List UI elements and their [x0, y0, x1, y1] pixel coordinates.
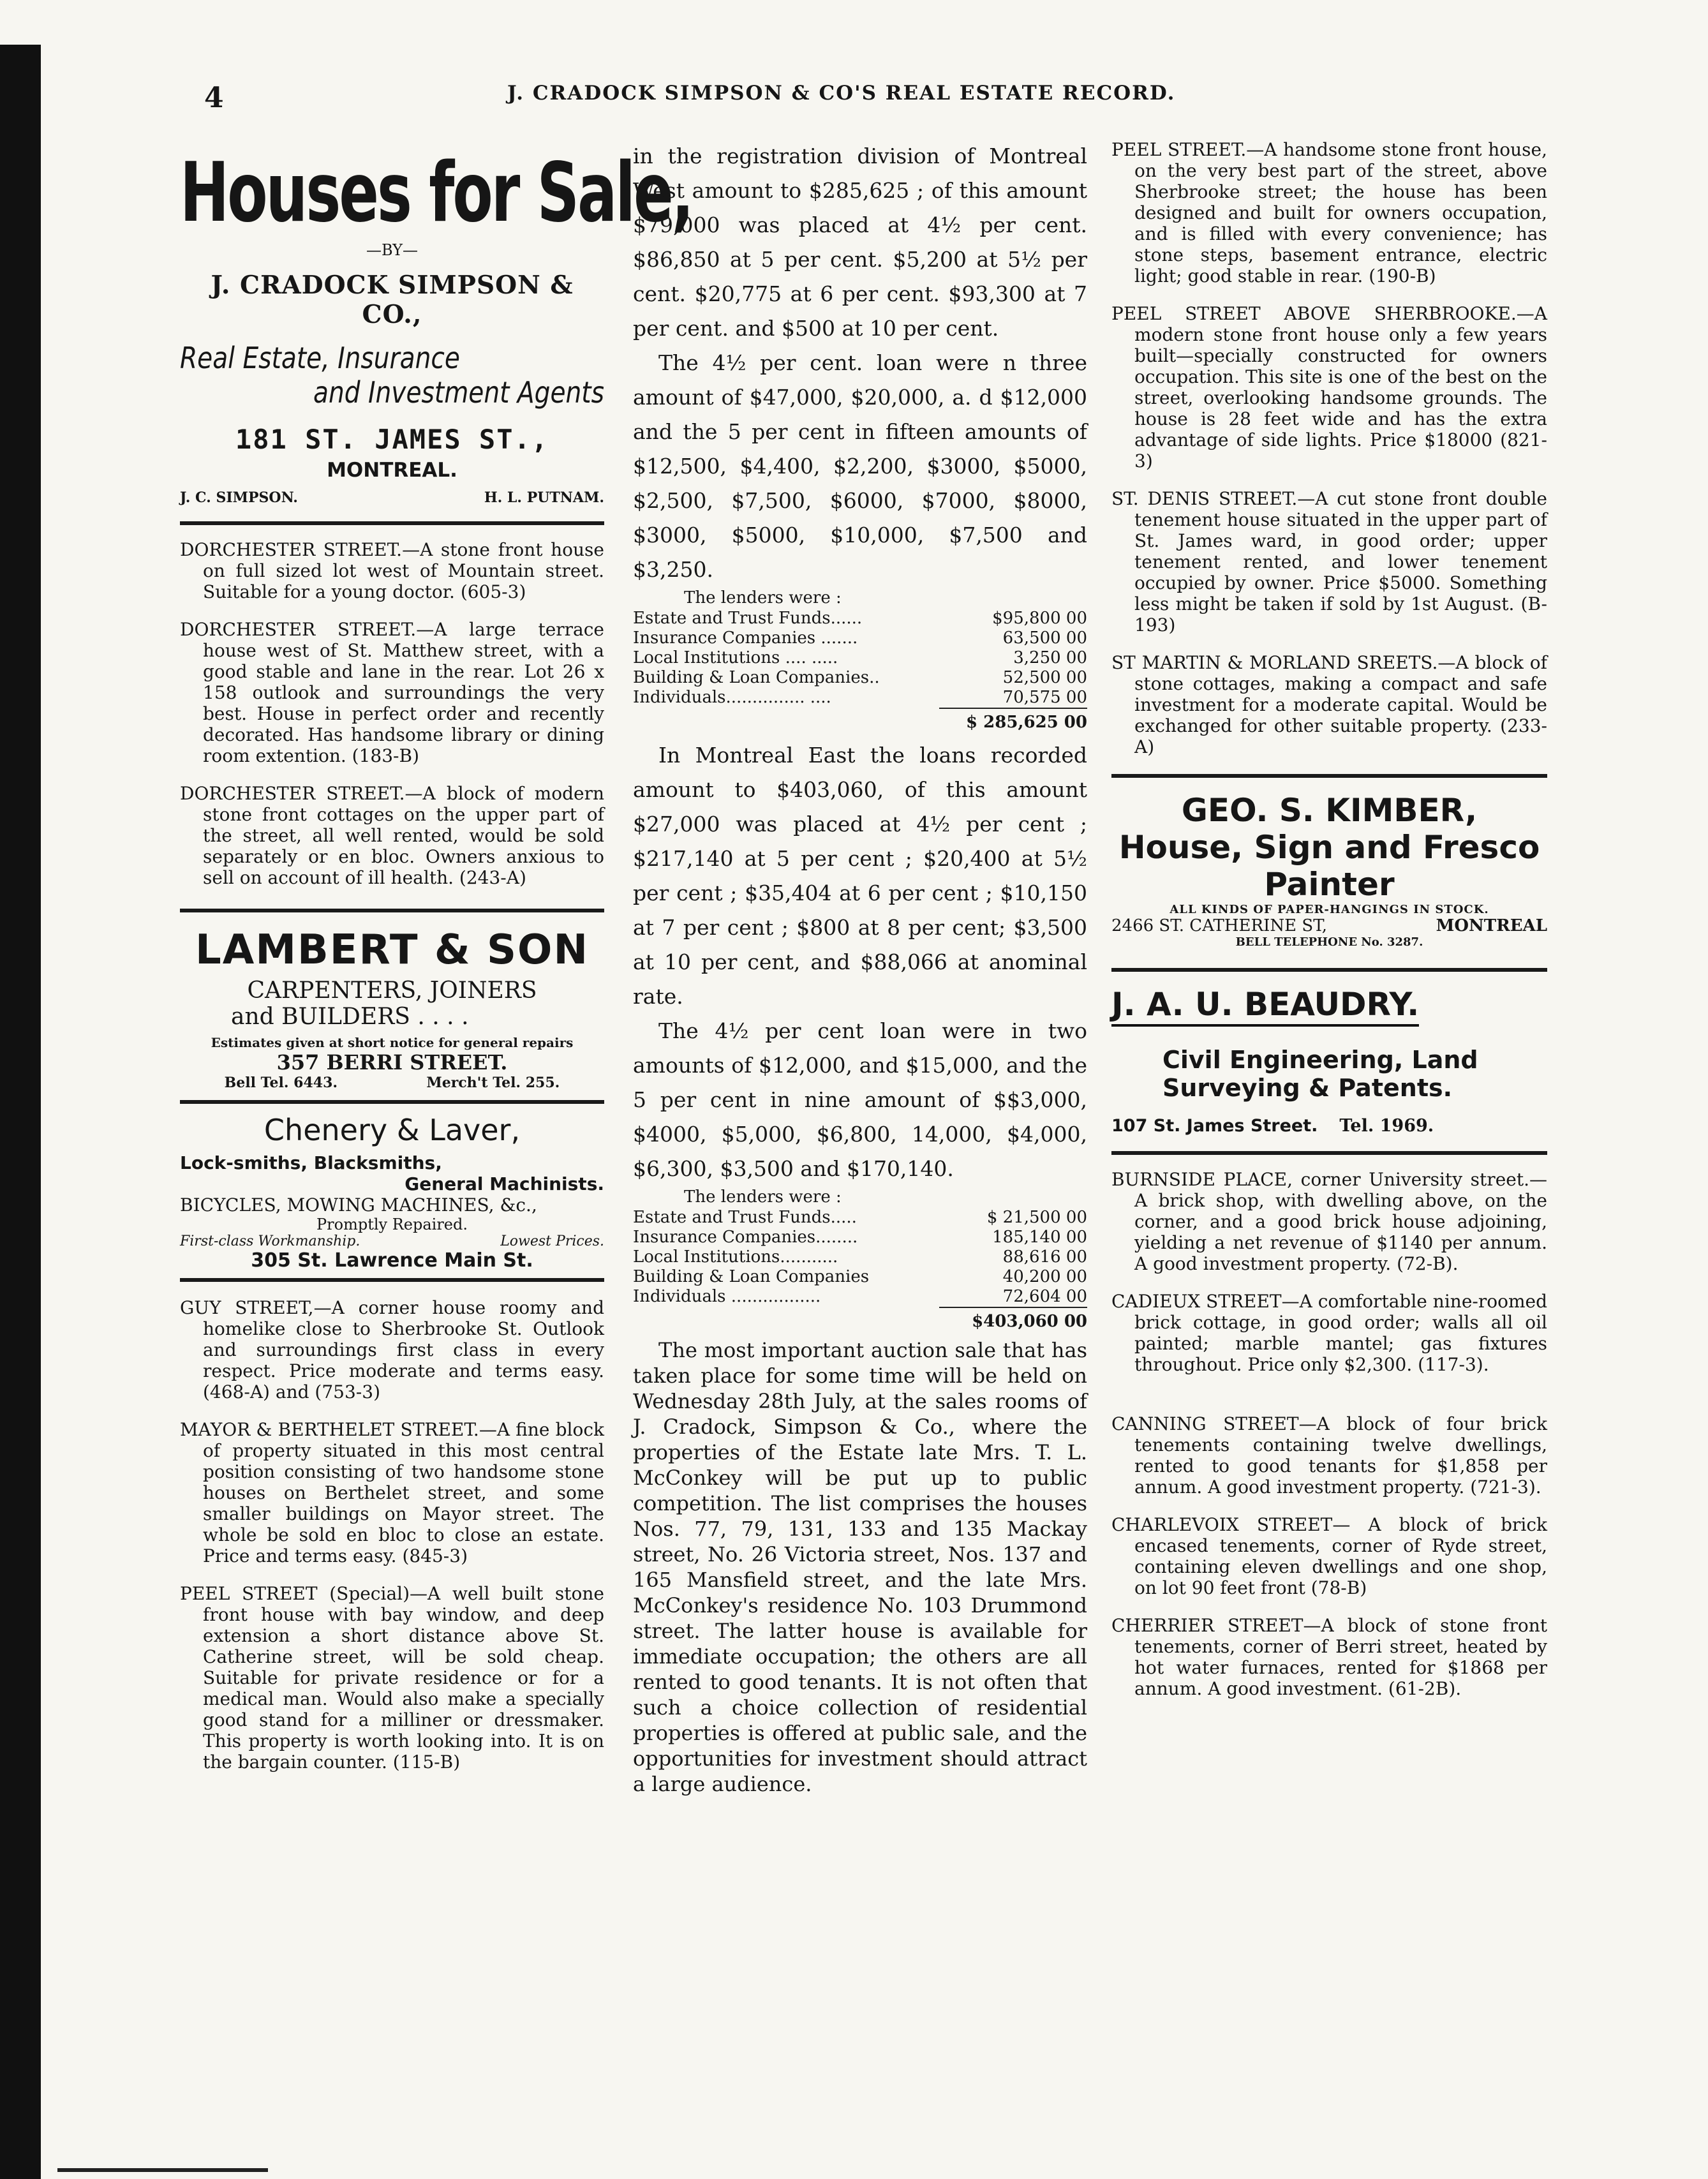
listing: PEEL STREET.—A handsome stone front house, on the very best part of the street, above Sherbrooke street; the house has been designed and built for owners occupation, and is filled with every convenience; has stone steps, basement entrance, electric light; good stable in rear. (190-B): [1111, 139, 1547, 286]
table-row: Building & Loan Companies.. 52,500 00: [633, 668, 1087, 687]
lambert-line2: and BUILDERS . . . .: [231, 1004, 469, 1030]
lambert-line1: CARPENTERS, JOINERS: [247, 978, 537, 1004]
page-number: 4: [204, 82, 225, 114]
listing: GUY STREET,—A corner house roomy and homelike close to Sherbrooke St. Outlook and surroundings first class in every respect. Price moderate and terms easy. (468-A) and (753-3): [180, 1297, 604, 1403]
table-row: Local Institutions .... ..... 3,250 00: [633, 648, 1087, 667]
masthead: [180, 145, 692, 507]
bottom-rule: [57, 2168, 268, 2172]
listing: BURNSIDE PLACE, corner University street.—A brick shop, with dwelling above, on the corner, and a good brick house adjoining, yielding a net revenue of $1140 per annum. A good investment property. (72-B).: [1111, 1169, 1547, 1274]
lambert-tel: Bell Tel. 6443. Merch't Tel. 255.: [224, 1075, 560, 1092]
chenery-address: 305 St. Lawrence Main St.: [251, 1249, 533, 1272]
chenery-line3: BICYCLES, MOWING MACHINES, &c.,: [180, 1194, 537, 1216]
kimber-line1: House, Sign and Fresco: [1118, 829, 1540, 866]
lenders-total: $403,060 00: [972, 1312, 1087, 1331]
listing: ST. DENIS STREET.—A cut stone front double tenement house situated in the upper part of St. James ward, in good order; upper tenement rented, and lower tenement occupied by owner. Price $5000. Something less might be taken if sold by 1st August. (B-193): [1111, 488, 1547, 636]
divider: [180, 909, 604, 912]
divider: [1111, 968, 1547, 972]
chenery-title: Chenery & Laver,: [264, 1113, 521, 1148]
table-row: Local Institutions........... 88,616 00: [633, 1247, 1087, 1267]
total-rule: [939, 1307, 1087, 1308]
beaudry-line2: Surveying & Patents.: [1162, 1074, 1453, 1102]
lambert-ad: [180, 926, 604, 1091]
total-rule: [939, 708, 1087, 709]
divider: [180, 521, 604, 525]
table-row: Building & Loan Companies 40,200 00: [633, 1267, 1087, 1286]
masthead-firm: J. CRADOCK SIMPSON & CO.,: [211, 271, 574, 330]
beaudry-address-row: 107 St. James Street. Tel. 1969.: [1111, 1116, 1434, 1136]
masthead-partners: [180, 489, 604, 506]
lenders-heading: The lenders were :: [684, 588, 842, 607]
masthead-address: 181 ST. JAMES ST.,: [235, 424, 549, 456]
paragraph: The most important auction sale that has taken place for some time will be held on Wednesday 28th July, at the sales rooms of J. Cradock, Simpson & Co., where the properties of the Estate late Mrs. T. L. McConkey will be put up to public competition. The list comprises the houses Nos. 77, 79, 131, 133 and 135 Mackay street, No. 26 Victoria street, Nos. 137 and 165 Mansfield street, and the late Mrs. McConkey's residence No. 103 Drummond street. The latter house is available for immediate occupation; the others are all rented to good tenants. It is not often that such a choice collection of residential properties is offered at public sale, and the opportunities for investment should attract a large audience.: [633, 1338, 1087, 1796]
masthead-line1: Real Estate, Insurance: [180, 341, 460, 376]
listing: CHERRIER STREET—A block of stone front tenements, corner of Berri street, heated by hot water furnaces, rented for $1868 per annum. A good investment. (61-2B).: [1111, 1615, 1548, 1699]
listing: MAYOR & BERTHELET STREET.—A fine block of property situated in this most central position consisting of two handsome stone houses on Berthelet street, and some smaller buildings on Mayor street. The whole be sold en bloc to close an estate. Price and terms easy. (845-3): [180, 1419, 605, 1567]
chenery-line4: Promptly Repaired.: [316, 1216, 468, 1234]
divider: [1111, 774, 1547, 778]
table-row: Estate and Trust Funds...... $95,800 00: [633, 609, 1087, 628]
table-row: Insurance Companies........ 185,140 00: [633, 1228, 1087, 1247]
partner-2: H. L. PUTNAM.: [484, 489, 604, 507]
table-row: Estate and Trust Funds..... $ 21,500 00: [633, 1208, 1087, 1227]
lenders-table: [633, 1208, 1087, 1307]
masthead-city: MONTREAL.: [327, 459, 457, 482]
beaudry-line1: Civil Engineering, Land: [1162, 1046, 1478, 1074]
running-head: J. CRADOCK SIMPSON & CO'S REAL ESTATE RECORD.: [507, 82, 1176, 105]
listing: CHARLEVOIX STREET— A block of brick encased tenements, corner of Ryde street, containing eleven dwellings and one shop, on lot 90 feet front (78-B): [1111, 1514, 1548, 1598]
lenders-total: $ 285,625 00: [966, 713, 1087, 732]
masthead-line2: and Investment Agents: [313, 375, 604, 410]
lambert-line3: Estimates given at short notice for general repairs: [211, 1035, 574, 1051]
chenery-line2: General Machinists.: [405, 1173, 604, 1195]
beaudry-ad: [1111, 986, 1547, 1136]
divider: [1111, 1151, 1547, 1155]
masthead-by: —BY—: [366, 241, 419, 260]
listing: DORCHESTER STREET.—A stone front house on full sized lot west of Mountain street. Suitable for a young doctor. (605-3): [180, 539, 604, 603]
kimber-tel: BELL TELEPHONE No. 3287.: [1235, 935, 1423, 949]
kimber-line3: ALL KINDS OF PAPER-HANGINGS IN STOCK.: [1170, 903, 1489, 916]
paragraph: In Montreal East the loans recorded amount to $403,060, of this amount $27,000 was placed at 4½ per cent ; $217,140 at 5 per cent ; $20,400 at 5½ per cent ; $35,404 at 6 per cent ; $10,150 at 7 per cent ; $800 at 8 per cent; $3,500 at 10 per cent, and $88,066 at anominal rate.: [633, 743, 1087, 1009]
lenders-table: [633, 609, 1087, 708]
listing: CANNING STREET—A block of four brick tenements containing twelve dwellings, rented to good tenants for $1,858 per annum. A good investment property. (721-3).: [1111, 1413, 1547, 1498]
chenery-line5: First-class Workmanship. Lowest Prices.: [180, 1233, 604, 1250]
chenery-ad: [180, 1113, 604, 1272]
lambert-title: LAMBERT & SON: [195, 926, 589, 974]
kimber-line2: Painter: [1264, 866, 1395, 903]
paragraph: The 4½ per cent. loan were n three amount of $47,000, $20,000, a. d $12,000 and the 5 per cent in fifteen amounts of $12,500, $4,400, $2,200, $3000, $5000, $2,500, $7,500, $6000, $7000, $8000, $3000, $5000, $10,000, $7,500 and $3,250.: [633, 350, 1087, 582]
lenders-heading: The lenders were :: [684, 1187, 842, 1207]
kimber-address-row: 2466 ST. CATHERINE ST, MONTREAL: [1111, 916, 1547, 935]
table-row: Insurance Companies ....... 63,500 00: [633, 628, 1087, 648]
listing: DORCHESTER STREET.—A large terrace house west of St. Matthew street, with a good stable and lane in the rear. Lot 26 x 158 outlook and surroundings the very best. House in perfect order and recently decorated. Has handsome library or dining room extention. (183-B): [180, 619, 604, 767]
column-1: [180, 139, 692, 1789]
paragraph: The 4½ per cent loan were in two amounts of $12,000, and $15,000, and the 5 per cent in nine amount of $$3,000, $4000, $5,000, $6,800, 14,000, $4,000, $6,300, $3,500 and $170,140.: [633, 1018, 1087, 1181]
lambert-address: 357 BERRI STREET.: [276, 1050, 508, 1075]
listing: DORCHESTER STREET.—A block of modern stone front cottages on the upper part of the street, all well rented, would be sold separately or en bloc. Owners anxious to sell on account of ill health. (243-A): [180, 783, 604, 889]
column-3: [1111, 139, 1547, 1716]
table-row: Individuals ................. 72,604 00: [633, 1287, 1087, 1306]
table-row: Individuals............... .... 70,575 00: [633, 688, 1087, 707]
paragraph: in the registration division of Montreal West amount to $285,625 ; of this amount $79,000 was placed at 4½ per cent. $86,850 at 5 per cent. $5,200 at 5½ per cent. $20,775 at 6 per cent. $93,300 at 7 per cent. and $500 at 10 per cent.: [633, 144, 1087, 341]
partner-1: J. C. SIMPSON.: [180, 489, 298, 507]
beaudry-name: J. A. U. BEAUDRY.: [1111, 986, 1547, 1027]
listing: PEEL STREET (Special)—A well built stone front house with bay window, and deep extension a short distance above St. Catherine street, will be sold cheap. Suitable for private residence or for a medical man. Would also make a specially good stand for a milliner or dressmaker. This property is worth looking into. It is on the bargain counter. (115-B): [180, 1583, 605, 1773]
listing: ST MARTIN & MORLAND SREETS.—A block of stone cottages, making a compact and safe investment for a moderate capital. Would be exchanged for other suitable property. (233-A): [1111, 652, 1547, 757]
kimber-name: GEO. S. KIMBER,: [1181, 792, 1478, 829]
chenery-line1: Lock-smiths, Blacksmiths,: [180, 1152, 442, 1174]
divider: [180, 1100, 604, 1104]
kimber-ad: [1111, 792, 1547, 949]
masthead-title: Houses for Sale,: [180, 145, 692, 241]
listing: PEEL STREET ABOVE SHERBROOKE.—A modern stone front house only a few years built—specially constructed for owners occupation. This site is one of the best on the street, overlooking handsome grounds. The house is 28 feet wide and has the extra advantage of side lights. Price $18000 (821-3): [1111, 303, 1547, 472]
column-2: [633, 139, 1087, 1797]
listing: CADIEUX STREET—A comfortable nine-roomed brick cottage, in good order; walls all oil painted; marble mantel; gas fixtures throughout. Price only $2,300. (117-3).: [1111, 1291, 1547, 1375]
scan-edge: [0, 45, 41, 2179]
divider: [180, 1278, 604, 1282]
